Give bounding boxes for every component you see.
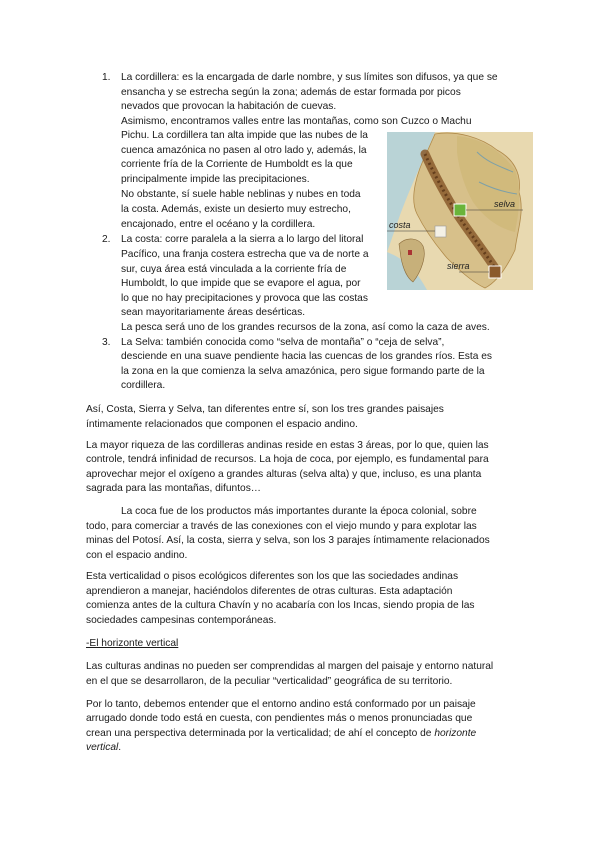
- para-2-line-1: La mayor riqueza de las cordilleras andinas reside en estas 3 áreas, por lo que, quien las: [86, 440, 489, 451]
- para-5-line-2: en el que se desarrollaron, de la peculiar “verticalidad” geográfica de su territorio.: [86, 676, 453, 687]
- para-6-line-1: Por lo tanto, debemos entender que el entorno andino está conformado por un paisaje: [86, 699, 476, 710]
- para-4-line-1: Esta verticalidad o pisos ecológicos diferentes son los que las sociedades andinas: [86, 571, 459, 582]
- italic-term-vertical: vertical: [86, 742, 119, 753]
- list-1-line-4: Asimismo, encontramos valles entre las montañas, como son Cuzco o Machu: [121, 116, 472, 127]
- para-4-line-3: comienza antes de la cultura Chavín y no acabaría con los Incas, siendo propia de las: [86, 600, 475, 611]
- para-5-line-1: Las culturas andinas no pueden ser comprendidas al margen del paisaje y entorno natural: [86, 661, 494, 672]
- para-6-line-2: arrugado donde todo está en cuesta, con pendientes más o menos pronunciadas que: [86, 713, 473, 724]
- list-number-2: 2.: [102, 234, 111, 245]
- sierra-marker: [489, 266, 501, 278]
- para-4-line-4: sociedades campesinas contemporáneas.: [86, 615, 277, 626]
- costa-marker: [435, 226, 446, 237]
- list-2-line-1: La costa: corre paralela a la sierra a lo largo del litoral: [121, 234, 364, 245]
- para-6-line-3: [86, 727, 476, 741]
- para-1-line-1: Así, Costa, Sierra y Selva, tan diferentes entre sí, son los tres grandes paisajes: [86, 404, 444, 415]
- peru-regions-map: [387, 132, 533, 290]
- list-number-1: 1.: [102, 72, 111, 83]
- list-2-line-2: Pacífico, una franja costera estrecha que va de norte a: [121, 249, 369, 260]
- section-heading: -El horizonte vertical: [86, 638, 179, 649]
- para-2-line-4: sagrada para las montañas, difuntos…: [86, 483, 261, 494]
- list-2-line-4: Humboldt, lo que impide que se evapore el agua, por: [121, 278, 361, 289]
- selva-label: selva: [494, 199, 516, 209]
- list-1-line-5: Pichu. La cordillera tan alta impide que las nubes de la: [121, 130, 368, 141]
- para-6-line-4: [86, 741, 121, 755]
- para-4-line-2: aprendieron a manejar, haciéndolos diferentes de otras culturas. Esta adaptación: [86, 586, 453, 597]
- para-6-line-3-text: crean una perspectiva determinada por la verticalidad; de ahí el concepto de: [86, 728, 432, 739]
- list-1-line-2: ensancha y se estrecha según la zona; además de estar formada por picos: [121, 87, 461, 98]
- para-3-line-1: La coca fue de los productos más importantes durante la época colonial, sobre: [121, 506, 477, 517]
- para-3-line-3: minas del Potosí. Así, la costa, sierra y selva, son los 3 parajes íntimamente relacionados: [86, 535, 490, 546]
- list-1-line-9: No obstante, sí suele hable neblinas y nubes en toda: [121, 189, 361, 200]
- list-1-line-11: encajonado, entre el océano y la cordillera.: [121, 219, 316, 230]
- list-3-line-3: la zona en la que comienza la selva amazónica, pero sigue formando parte de la: [121, 366, 485, 377]
- list-3-line-2: desciende en una suave pendiente hacia las cuencas de los grandes ríos. Esta es: [121, 351, 492, 362]
- sierra-label: sierra: [447, 261, 470, 271]
- para-3-line-2: todo, para comerciar a través de las conexiones con el viejo mundo y para explotar las: [86, 521, 477, 532]
- para-2-line-3: aprovechar mejor el oxígeno a grandes alturas (selva alta) y que, incluso, es una planta: [86, 469, 482, 480]
- list-2-line-3: sur, cuya área está vinculada a la corriente fría de: [121, 264, 347, 275]
- list-3-line-4: cordillera.: [121, 380, 166, 391]
- list-1-line-3: nevados que provocan la habitación de cuevas.: [121, 101, 337, 112]
- map-graphic: [387, 132, 533, 290]
- list-1-line-10: la costa. Además, existe un desierto muy estrecho,: [121, 204, 351, 215]
- list-1-line-8: principalmente impide las precipitaciones.: [121, 174, 310, 185]
- selva-marker: [454, 204, 466, 216]
- para-3-line-4: con el espacio andino.: [86, 550, 188, 561]
- para-1-line-2: íntimamente relacionados que componen el espacio andino.: [86, 419, 358, 430]
- list-2-line-5: lo que no hay precipitaciones y provoca que las costas: [121, 293, 368, 304]
- final-period: .: [118, 742, 122, 753]
- para-2-line-2: controle, tendrá infinidad de recursos. La hoja de coca, por ejemplo, es fundamental para: [86, 454, 489, 465]
- list-number-3: 3.: [102, 337, 111, 348]
- list-3-line-1: La Selva: también conocida como “selva de montaña” o “ceja de selva”,: [121, 337, 445, 348]
- list-2-line-7: La pesca será uno de los grandes recursos de la zona, así como la caza de aves.: [121, 322, 490, 333]
- list-1-line-6: cuenca amazónica no pasen al otro lado y, además, la: [121, 145, 367, 156]
- list-1-line-7: corriente fría de la Corriente de Humboldt es la que: [121, 159, 353, 170]
- list-2-line-6: sean mayoritariamente áreas desérticas.: [121, 307, 306, 318]
- italic-term-horizonte: horizonte: [434, 728, 477, 739]
- costa-label: costa: [389, 220, 411, 230]
- list-1-line-1: La cordillera: es la encargada de darle nombre, y sus límites son difusos, ya que se: [121, 72, 498, 83]
